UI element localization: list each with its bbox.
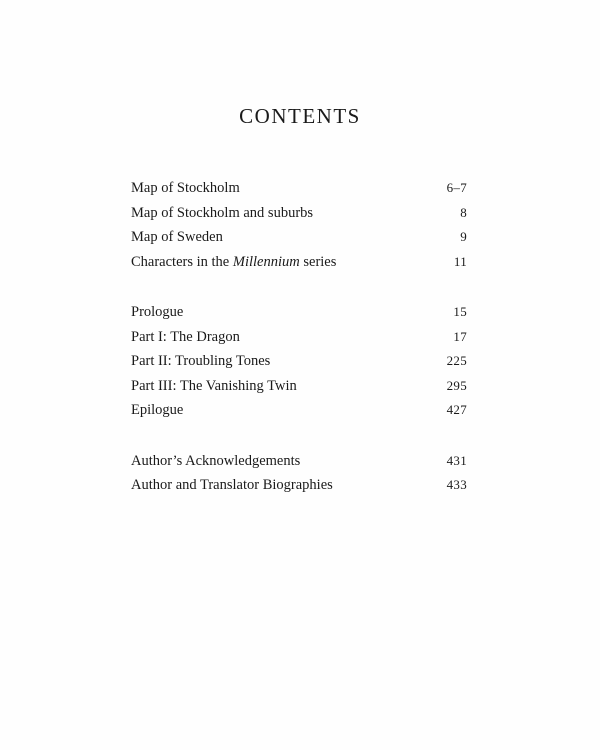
toc-group-parts xyxy=(131,300,467,423)
toc-entry-label-post: series xyxy=(299,253,337,270)
toc-entry[interactable] xyxy=(131,201,467,226)
page-title: CONTENTS xyxy=(239,104,361,128)
toc-entry-label: Map of Sweden xyxy=(131,229,223,245)
toc-entry-page: 427 xyxy=(446,402,467,417)
toc-entry-label: Prologue xyxy=(131,304,184,320)
toc-group-maps xyxy=(131,176,467,274)
toc-entry[interactable] xyxy=(131,176,467,201)
toc-entry-page: 295 xyxy=(446,377,467,393)
toc-entry-page: 11 xyxy=(453,253,467,269)
toc-entry-label: Epilogue xyxy=(131,402,184,418)
toc-entry-page: 433 xyxy=(446,477,467,492)
toc-entry-label xyxy=(131,250,454,275)
toc-entry-page: 9 xyxy=(460,229,467,244)
toc-entry-page: 431 xyxy=(446,452,467,468)
toc-group-backmatter xyxy=(131,449,467,498)
toc-entry[interactable] xyxy=(131,449,467,474)
toc-entry-page: 6–7 xyxy=(446,180,467,195)
toc-entry[interactable] xyxy=(131,325,467,350)
toc-entry-label: Part I: The Dragon xyxy=(131,328,240,345)
toc-entry-page: 17 xyxy=(453,328,467,344)
toc-entry-page: 15 xyxy=(453,304,467,319)
toc-entry[interactable] xyxy=(131,300,467,325)
toc-entry[interactable] xyxy=(131,374,467,399)
toc-entry[interactable] xyxy=(131,473,467,498)
toc-entry-label: Part II: Troubling Tones xyxy=(131,353,271,369)
toc-entry-label: Part III: The Vanishing Twin xyxy=(131,377,297,394)
toc-entry-label: Author and Translator Biographies xyxy=(131,477,333,493)
toc-entry[interactable] xyxy=(131,250,467,275)
toc-entry-label: Map of Stockholm xyxy=(131,180,240,196)
toc-entry-label-pre: Characters in the xyxy=(131,253,233,270)
toc-entry[interactable] xyxy=(131,398,467,423)
toc-entry-label: Author’s Acknowledgements xyxy=(131,452,301,469)
toc-entry-page: 8 xyxy=(460,204,467,220)
toc-entry[interactable] xyxy=(131,349,467,374)
toc-entry-label-italic: Millennium xyxy=(232,253,300,270)
toc-entry-label: Map of Stockholm and suburbs xyxy=(131,204,314,221)
table-of-contents xyxy=(131,176,467,524)
toc-entry[interactable] xyxy=(131,225,467,250)
toc-entry-page: 225 xyxy=(446,353,467,368)
